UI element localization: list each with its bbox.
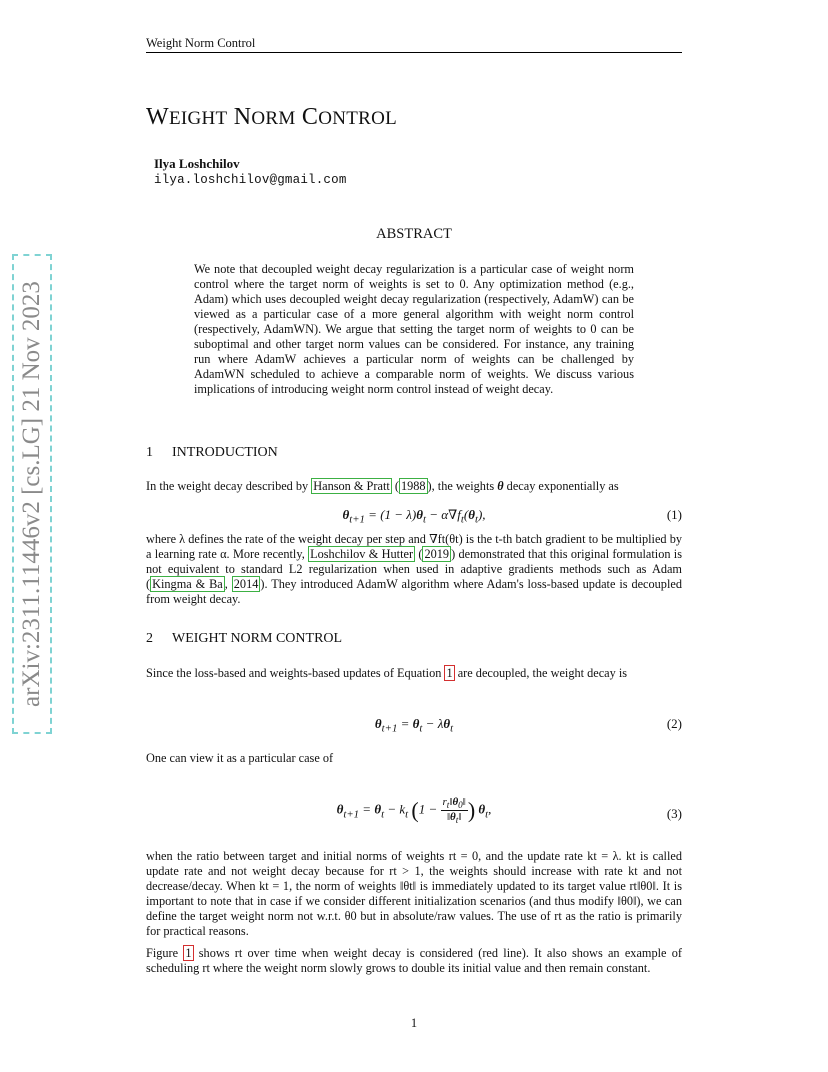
section-2-paragraph-4 — [146, 946, 682, 976]
running-head: Weight Norm Control — [146, 36, 256, 50]
citation-year-2014[interactable]: 2014 — [233, 577, 259, 591]
title-rest-3: ONTROL — [318, 108, 398, 129]
theta-symbol: θ — [497, 479, 504, 493]
intro-p1-text-b: ), the weights — [427, 479, 498, 493]
section-2-paragraph-1 — [146, 666, 682, 681]
equation-3-body: $\theta_{t+1} = \theta_t - k_t$ (1 − $\frac{r_t‖\theta_0‖}{‖\theta_t‖}$ ) $\theta_t$, — [336, 796, 492, 826]
intro-p2-text-b: ) demonstrated that this original formulation is not equivalent to standard L2 regularization when used in adaptive gradients methods such as Adam ( — [146, 547, 683, 591]
citation-hanson-pratt[interactable]: Hanson & Pratt — [313, 479, 390, 493]
section-2-paragraph-2: One can view it as a particular case of — [146, 751, 334, 765]
figure-ref-1[interactable]: 1 — [185, 946, 192, 960]
section-2-title: WEIGHT NORM CONTROL — [172, 631, 343, 646]
section-1-heading — [146, 445, 278, 461]
arxiv-stamp[interactable] — [12, 254, 52, 734]
equation-2-body: $\theta_{t+1} = \theta_t - \lambda\theta_t$ — [374, 716, 454, 735]
equation-2 — [146, 716, 682, 734]
section-2-number: 2 — [146, 631, 153, 646]
sec2-p1-text-a: Since the loss-based and weights-based updates of Equation — [146, 666, 445, 680]
intro-p2-text-a: where λ defines the rate of the weight decay per step and ∇ft(θt) is the t-th batch gradient to be multiplied by a learning rate α. More recently, — [146, 532, 682, 561]
citation-year-2019[interactable]: 2019 — [424, 547, 450, 561]
equation-3 — [146, 796, 682, 832]
arxiv-stamp-text: arXiv:2311.11446v2 [cs.LG] 21 Nov 2023 — [18, 281, 45, 707]
author-name: Ilya Loshchilov — [154, 156, 240, 171]
sec2-p1-text-b: are decoupled, the weight decay is — [454, 666, 628, 680]
author-email[interactable]: ilya.loshchilov@gmail.com — [154, 173, 347, 187]
equation-3-number: (3) — [666, 806, 682, 821]
citation-year-1988[interactable]: 1988 — [400, 479, 426, 493]
title-cap-1: W — [146, 104, 169, 130]
citation-loshchilov-hutter[interactable]: Loshchilov & Hutter — [310, 547, 414, 561]
header-rule — [146, 52, 682, 53]
section-1-title: INTRODUCTION — [172, 445, 278, 460]
title-rest-2: ORM — [251, 108, 296, 129]
title-cap-3: C — [301, 104, 319, 130]
sec2-p4-text-b: shows rt over time when weight decay is considered (red line). It also shows an example of scheduling rt where the weight norm slowly grows to double its initial value and then remain constant. — [146, 946, 682, 975]
equation-2-number: (2) — [666, 716, 682, 731]
sec2-p4-text-a: Figure — [146, 946, 184, 960]
section-2-heading — [146, 631, 342, 647]
equation-1-body: $\theta_{t+1} = (1 - \lambda)\theta_t - \alpha\nabla f_t(\theta_t)$, — [342, 507, 486, 526]
equation-3-fraction: $\frac{r_t‖\theta_0‖}{‖\theta_t‖}$ — [442, 796, 466, 826]
equation-1-number: (1) — [666, 507, 682, 522]
intro-p2-text-c: ). They introduced AdamW algorithm where Adam's loss-based update is decoupled from weight decay. — [146, 577, 682, 606]
intro-paragraph-1: In the weight decay described by Hanson & Pratt ( 1988 ), the weights θ decay exponentially as — [146, 479, 619, 493]
section-2-paragraph-3: when the ratio between target and initial norms of weights rt = 0, and the update rate kt = λ. kt is called update rate and not weight decay because for rt > 1, the weights should increase with rate kt and not decrease/decay. When kt = 1, the norm of weights ‖θt‖ is immediately updated to its target value rt‖θ0‖. It is important to note that in case if we consider different initialization scenarios (and thus modify ‖θ0‖), we can define the target weight norm not w.r.t. θ0 but in absolute/raw values. The use of rt as the ratio is primarily for practical reasons. — [146, 849, 682, 938]
section-1-number: 1 — [146, 445, 153, 460]
citation-kingma-ba[interactable]: Kingma & Ba — [152, 577, 223, 591]
title-rest-1: EIGHT — [168, 108, 228, 129]
intro-p1-text-c: decay exponentially as — [503, 479, 619, 493]
abstract-heading: ABSTRACT — [376, 226, 452, 242]
title-cap-2: N — [233, 104, 252, 130]
equation-1 — [146, 507, 682, 525]
equation-ref-1[interactable]: 1 — [446, 666, 453, 680]
intro-p1-text-a: In the weight decay described by — [146, 479, 312, 493]
abstract-text: We note that decoupled weight decay regularization is a particular case of weight norm control where the target norm of weights is set to 0. Any optimization method (e.g., Adam) which uses decoupled weight decay regularization (respectively, AdamW) can be viewed as a particular case of a more general algorithm with weight norm control (respectively, AdamWN). We argue that setting the target norm of weights to 0 can be suboptimal and other target norm values can be considered. For instance, any training run where AdamW achieves a particular norm of weights can be challenged by AdamWN scheduled to achieve a comparable norm of weights. We discuss various implications of introducing weight norm control instead of weight decay. — [194, 262, 634, 396]
intro-paragraph-2: where λ defines the rate of the weight decay per step and ∇ft(θt) is the t-th batch gradient to be multiplied by a learning rate α. More recently, Loshchilov & Hutter ( 2019 ) demonstrated that this original formulation is not equivalent to standard L2 regularization when used in adaptive gradients methods such as Adam ( Kingma & Ba , 2014 ). They introduced AdamW algorithm where Adam's loss-based update is decoupled from weight decay. — [146, 532, 683, 606]
page-number: 1 — [410, 1016, 418, 1030]
paper-title — [146, 104, 397, 131]
